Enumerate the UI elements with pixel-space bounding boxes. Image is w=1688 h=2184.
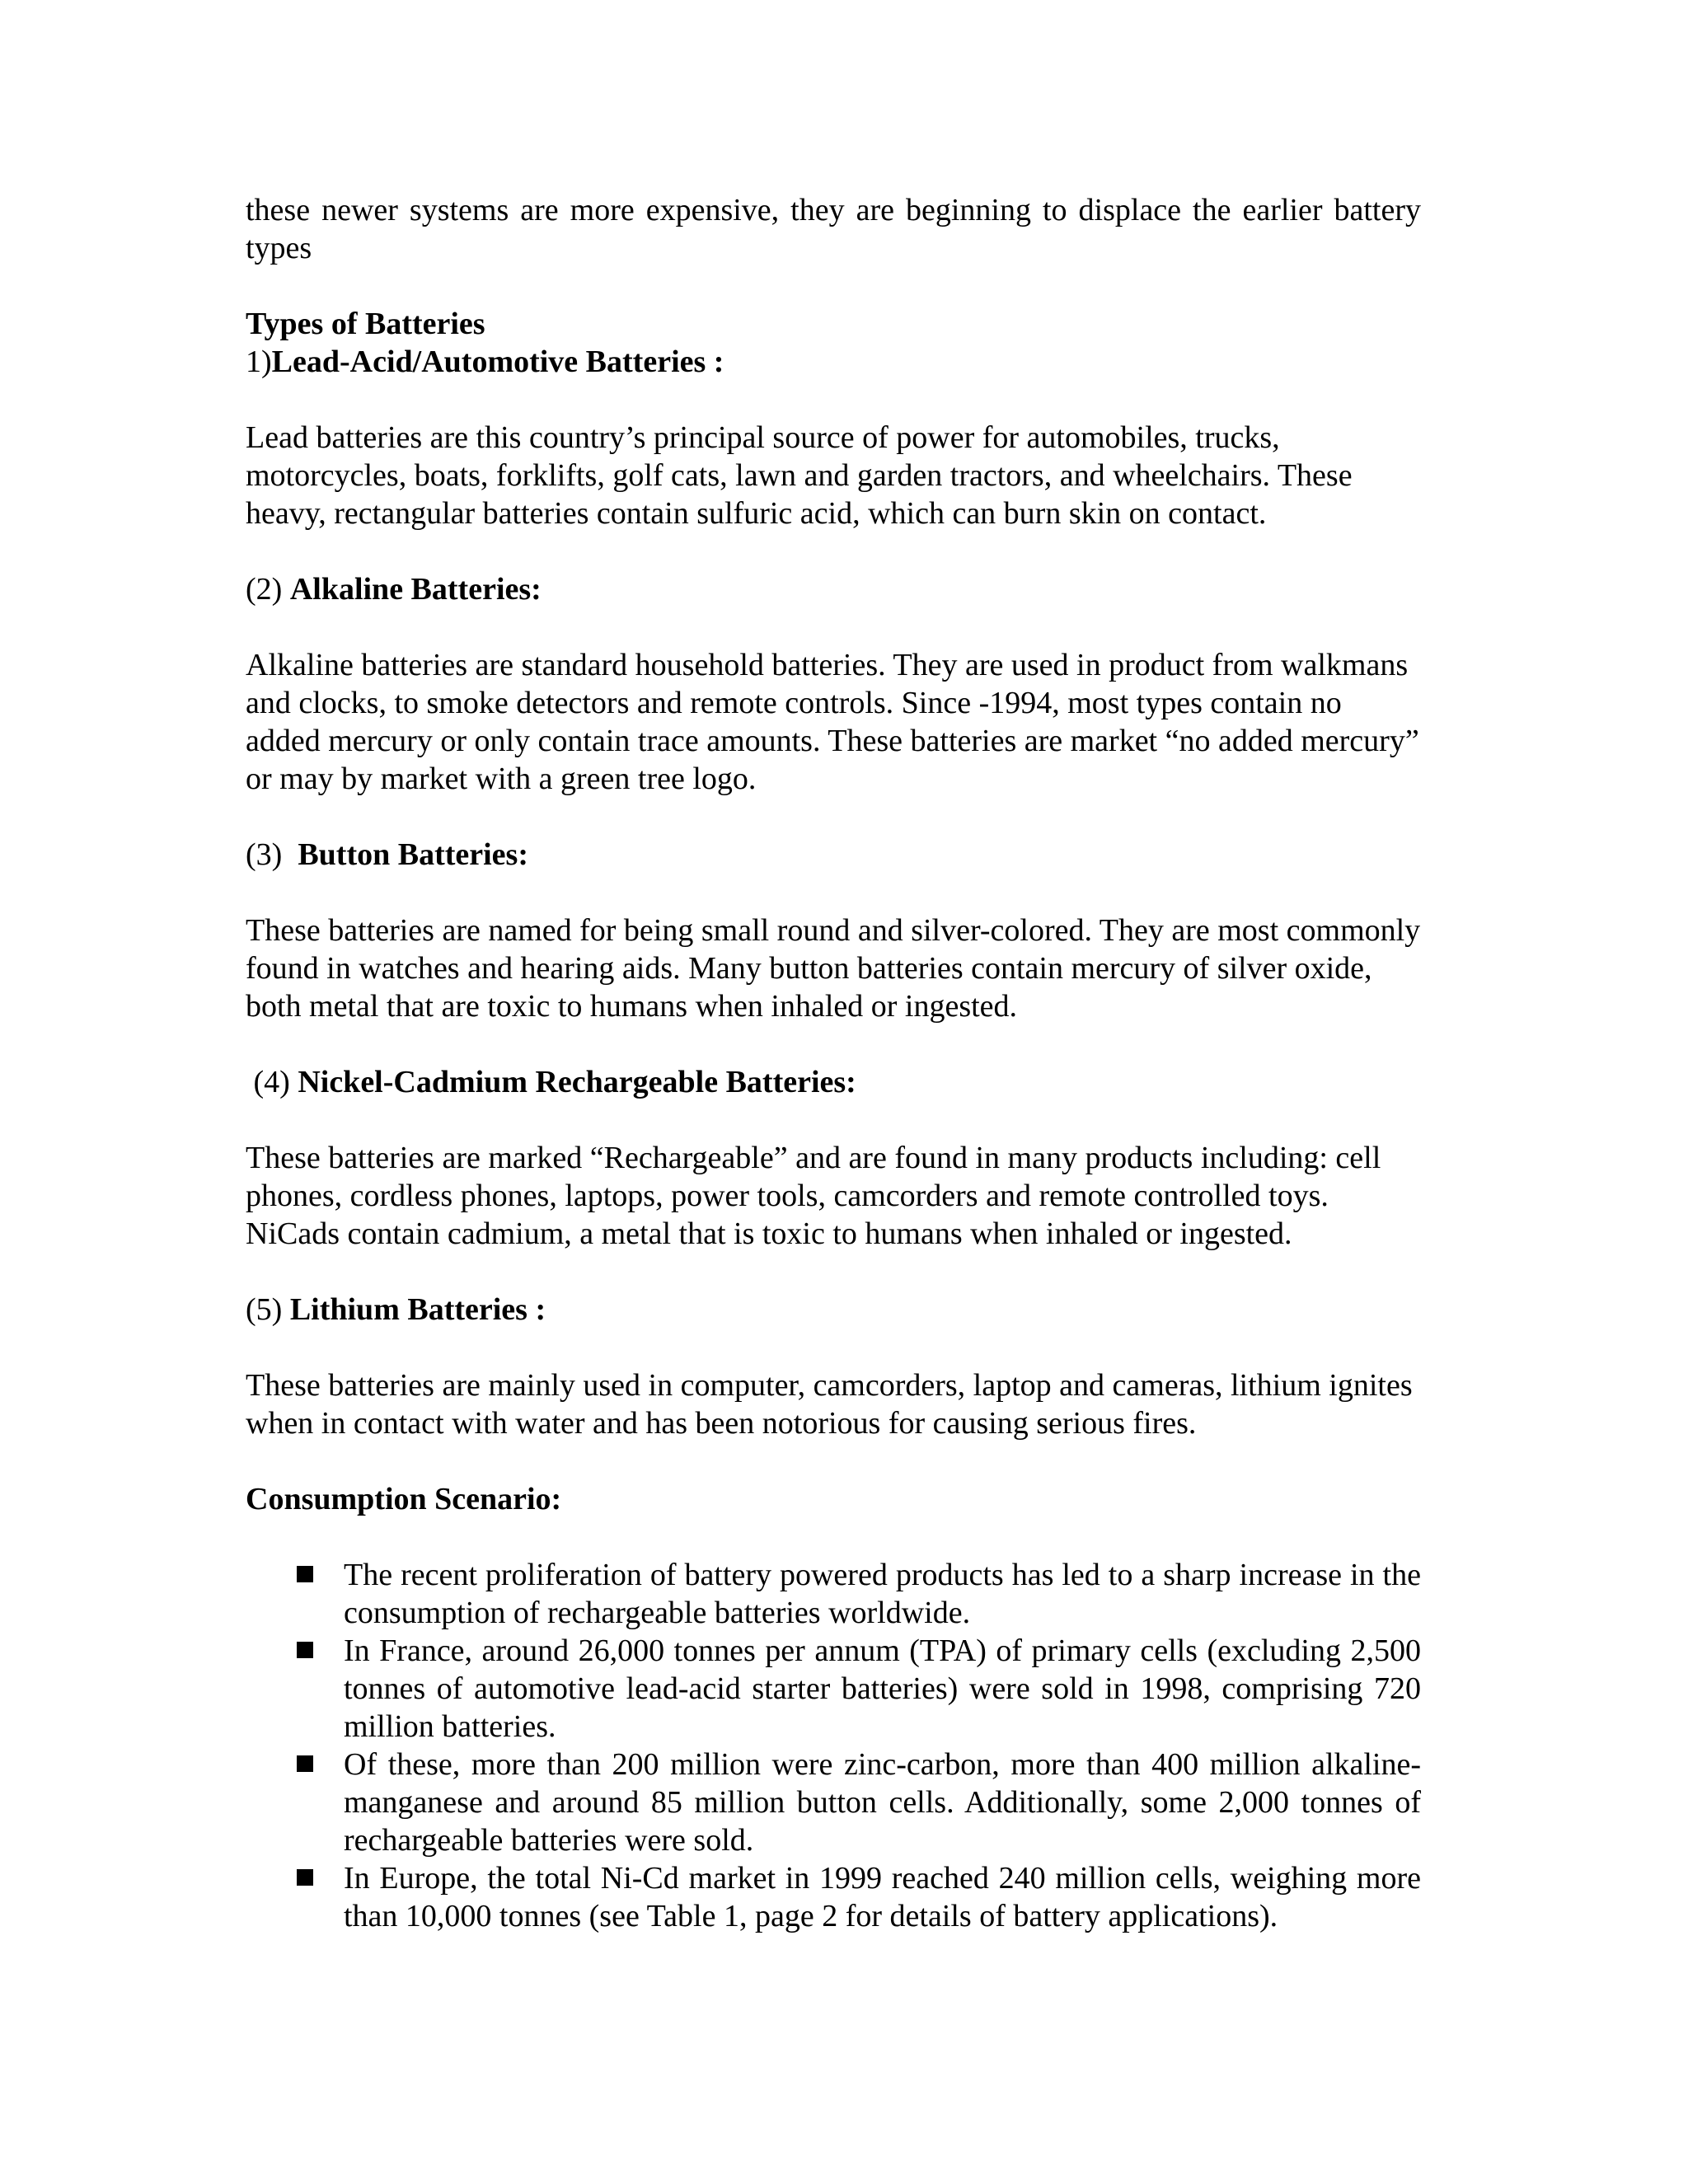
section-title: Nickel-Cadmium Rechargeable Batteries: xyxy=(298,1065,856,1099)
section-body-lithium: These batteries are mainly used in computer, camcorders, laptop and cameras, lithium ignites when in contact with water and has been notorious for causing serious fires. xyxy=(246,1368,1413,1441)
section-title: Button Batteries: xyxy=(298,837,528,872)
list-item-text: In France, around 26,000 tonnes per annum (TPA) of primary cells (excluding 2,500 tonnes of automotive lead-acid starter batteries) were sold in 1998, comprising 720 million batteries. xyxy=(344,1633,1421,1744)
section-number: (3) xyxy=(246,837,298,872)
list-item xyxy=(246,1859,1421,1935)
square-bullet-icon xyxy=(297,1642,313,1658)
consumption-bullet-list xyxy=(246,1556,1421,1935)
section-number: (2) xyxy=(246,572,290,607)
section-number: (4) xyxy=(246,1065,298,1099)
document-page xyxy=(246,191,1421,1935)
types-heading xyxy=(246,305,1421,343)
section-heading-button xyxy=(246,836,1421,874)
consumption-heading xyxy=(246,1480,1421,1518)
list-item xyxy=(246,1746,1421,1859)
section-heading-alkaline xyxy=(246,570,1421,608)
section-number: 1) xyxy=(246,344,272,379)
section-body-button: These batteries are named for being small round and silver-colored. They are most commonly found in watches and hearing aids. Many button batteries contain mercury of silver oxide, both metal that are toxic to humans when inhaled or ingested. xyxy=(246,913,1421,1024)
consumption-heading-text: Consumption Scenario: xyxy=(246,1482,562,1516)
section-heading-lithium xyxy=(246,1291,1421,1329)
list-item xyxy=(246,1632,1421,1746)
section-body-lead-acid: Lead batteries are this country’s principal source of power for automobiles, trucks, motorcycles, boats, forklifts, golf cats, lawn and garden tractors, and wheelchairs. These heavy, rectangular batteries contain sulfuric acid, which can burn skin on contact. xyxy=(246,420,1353,531)
section-body-nickel-cadmium: These batteries are marked “Rechargeable” and are found in many products including: cell phones, cordless phones, laptops, power tools, camcorders and remote controlled toys. NiCads contain cadmium, a metal that is toxic to humans when inhaled or ingested. xyxy=(246,1141,1381,1251)
square-bullet-icon xyxy=(297,1869,313,1886)
section-title: Lead-Acid/Automotive Batteries : xyxy=(271,344,724,379)
intro-paragraph: these newer systems are more expensive, they are beginning to displace the earlier battery types xyxy=(246,193,1421,265)
section-heading-lead-acid xyxy=(246,343,1421,381)
section-heading-nickel-cadmium xyxy=(246,1063,1421,1101)
section-title: Lithium Batteries : xyxy=(289,1292,546,1327)
section-body-alkaline: Alkaline batteries are standard household batteries. They are used in product from walkmans and clocks, to smoke detectors and remote controls. Since -1994, most types contain no added mercury or only contain trace amounts. These batteries are market “no added mercury” or may by market with a green tree logo. xyxy=(246,648,1419,796)
list-item-text: The recent proliferation of battery powered products has led to a sharp increase in the consumption of rechargeable batteries worldwide. xyxy=(344,1558,1421,1630)
list-item xyxy=(246,1556,1421,1632)
square-bullet-icon xyxy=(297,1755,313,1772)
types-heading-text: Types of Batteries xyxy=(246,307,485,341)
list-item-text: Of these, more than 200 million were zinc-carbon, more than 400 million alkaline-manganese and around 85 million button cells. Additionally, some 2,000 tonnes of rechargeable batteries were sold. xyxy=(344,1747,1421,1858)
section-title: Alkaline Batteries: xyxy=(289,572,542,607)
section-number: (5) xyxy=(246,1292,290,1327)
square-bullet-icon xyxy=(297,1566,313,1582)
list-item-text: In Europe, the total Ni-Cd market in 1999 reached 240 million cells, weighing more than 10,000 tonnes (see Table 1, page 2 for details of battery applications). xyxy=(344,1861,1421,1933)
